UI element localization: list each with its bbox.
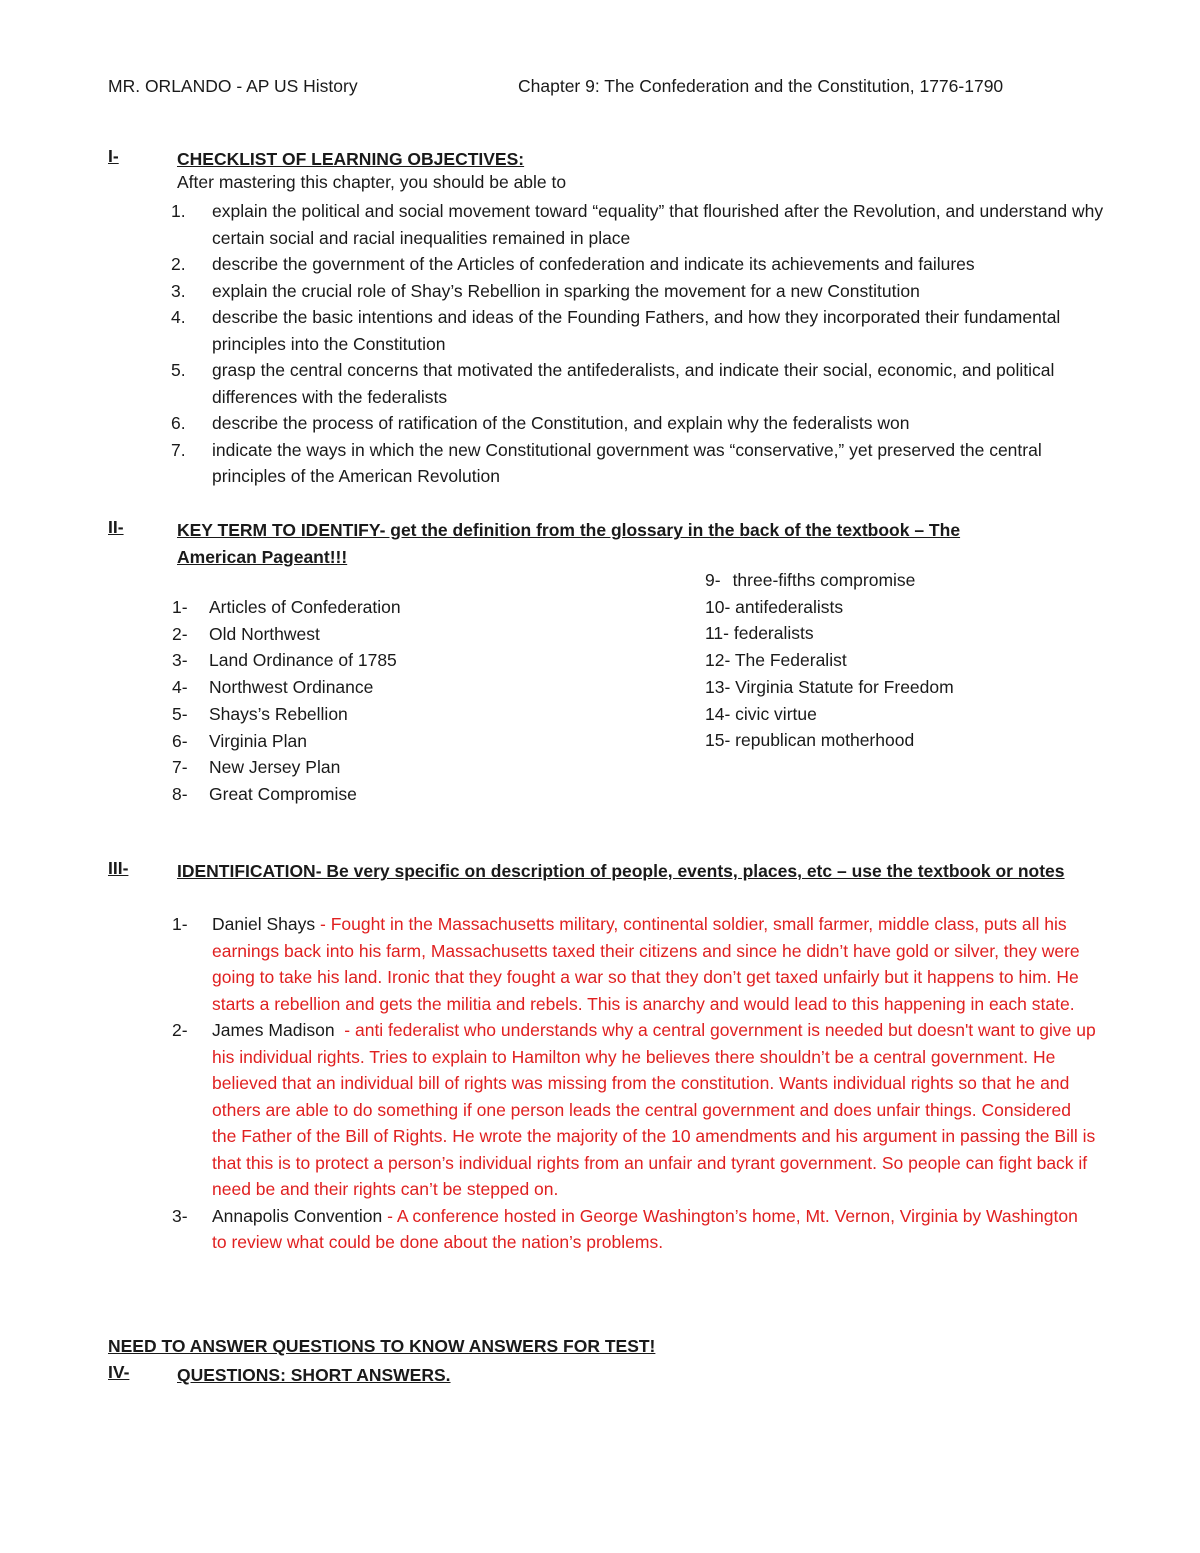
key-terms-left-column — [172, 594, 401, 808]
section-4-title: QUESTIONS: SHORT ANSWERS. — [177, 1365, 451, 1385]
key-term-item: 1- Articles of Confederation — [172, 597, 401, 617]
list-item: 2. describe the government of the Articles of confederation and indicate its achievements and failures — [171, 254, 975, 274]
section-3-number: III- — [108, 858, 129, 878]
key-term-item: 4- Northwest Ordinance — [172, 677, 374, 698]
identification-term: James Madison — [212, 1020, 335, 1040]
key-term-item: 11- federalists — [705, 623, 814, 644]
key-term-item: 6- Virginia Plan — [172, 730, 307, 751]
key-term-item: 13- Virginia Statute for Freedom — [705, 676, 954, 697]
key-term-item: 12- The Federalist — [705, 650, 847, 671]
key-term-item: 2- Old Northwest — [172, 623, 320, 644]
key-term-item: 3- Land Ordinance of 1785 — [172, 650, 397, 671]
learning-objectives-list — [171, 198, 1111, 490]
key-term-item: 8- Great Compromise — [172, 783, 357, 804]
identification-term: Daniel Shays — [212, 914, 316, 934]
list-item: 7. indicate the ways in which the new Constitutional government was “conservative,” yet preserved the central principles of the American Revolution — [171, 439, 1042, 486]
section-1-title: CHECKLIST OF LEARNING OBJECTIVES: — [177, 149, 525, 169]
list-item: 3- Annapolis Convention - A conference hosted in George Washington’s home, Mt. Vernon, Virginia by Washington to review what could be done about the nation’s problems. — [172, 1205, 1078, 1252]
key-term-item: 10- antifederalists — [705, 596, 844, 617]
section-2-title: KEY TERM TO IDENTIFY- get the definition from the glossary in the back of the textbook – The American Pageant!!! — [177, 520, 961, 567]
identification-answer: Fought in the Massachusetts military, continental soldier, small farmer, middle class, puts all his earnings back into his farm, Massachusetts taxed their citizens and since he didn’t have gold or silver, they were going to take his land. Ironic that they fought a war so that they don’t get taxed unfairly but it happens to him. He starts a rebellion and gets the militia and rebels. This is anarchy and would lead to this happening in each state. — [212, 914, 1080, 1014]
identification-term: Annapolis Convention — [212, 1205, 383, 1226]
section-2-number: II- — [108, 517, 124, 537]
list-item: 1- Daniel Shays - Fought in the Massachusetts military, continental soldier, small farmer, middle class, puts all his earnings back into his farm, Massachusetts taxed their citizens and since he didn’t have gold or silver, they were going to take his land. Ironic that they fought a war so that they don’t get taxed unfairly but it happens to him. He starts a rebellion and gets the militia and rebels. This is anarchy and would lead to this happening in each state. — [172, 914, 1080, 1014]
key-term-item: 15- republican motherhood — [705, 730, 915, 751]
list-item: 1. explain the political and social movement toward “equality” that flourished after the Revolution, and understand why certain social and racial inequalities remained in place — [171, 201, 1104, 248]
list-item: 2- James Madison - anti federalist who understands why a central government is needed but doesn't want to give up his individual rights. Tries to explain to Hamilton why he believes there shouldn’t be a central government. He believed that an individual bill of rights was missing from the constitution. Wants individual rights so that he and others are able to do something if one person leads the central government and does unfair things. Considered the Father of the Bill of Rights. He wrote the majority of the 10 amendments and his argument in passing the Bill is that this is to protect a person’s individual rights from an unfair and tyrant government. So people can fight back if need be and their rights can’t be stepped on. — [172, 1020, 1096, 1199]
list-item: 6. describe the process of ratification of the Constitution, and explain why the federalists won — [171, 413, 910, 433]
section-1-intro: After mastering this chapter, you should be able to — [177, 172, 567, 192]
section-3-title: IDENTIFICATION- Be very specific on description of people, events, places, etc – use the textbook or notes — [177, 861, 1065, 881]
key-terms-right-column — [705, 567, 954, 754]
key-term-item: 7- New Jersey Plan — [172, 757, 341, 778]
section-4-number: IV- — [108, 1362, 130, 1382]
list-item: 3. explain the crucial role of Shay’s Rebellion in sparking the movement for a new Constitution — [171, 280, 920, 301]
header-teacher-course: MR. ORLANDO - AP US History — [108, 76, 358, 96]
key-term-item: 9- three-fifths compromise — [705, 570, 916, 590]
identification-list — [172, 911, 1097, 1256]
key-term-item: 14- civic virtue — [705, 703, 817, 724]
need-to-answer-note: NEED TO ANSWER QUESTIONS TO KNOW ANSWERS FOR TEST! — [108, 1336, 656, 1356]
list-item: 4. describe the basic intentions and ideas of the Founding Fathers, and how they incorporated their fundamental principles into the Constitution — [171, 307, 1061, 354]
list-item: 5. grasp the central concerns that motivated the antifederalists, and indicate their social, economic, and political differences with the federalists — [171, 360, 1055, 407]
header-chapter-title: Chapter 9: The Confederation and the Constitution, 1776-1790 — [518, 76, 1004, 96]
identification-answer: A conference hosted in George Washington’s home, Mt. Vernon, Virginia by Washington to review what could be done about the nation’s problems. — [212, 1205, 1078, 1252]
key-term-item: 5- Shays’s Rebellion — [172, 703, 348, 724]
section-1-number: I- — [108, 146, 119, 166]
identification-answer: anti federalist who understands why a central government is needed but doesn't want to give up his individual rights. Tries to explain to Hamilton why he believes there shouldn’t be a central government. He believed that an individual bill of rights was missing from the constitution. Wants individual rights so that he and others are able to do something if one person leads the central government and does unfair things. Considered the Father of the Bill of Rights. He wrote the majority of the 10 amendments and his argument in passing the Bill is that this is to protect a person’s individual rights from an unfair and tyrant government. So people can fight back if need be and their rights can’t be stepped on. — [212, 1020, 1096, 1199]
